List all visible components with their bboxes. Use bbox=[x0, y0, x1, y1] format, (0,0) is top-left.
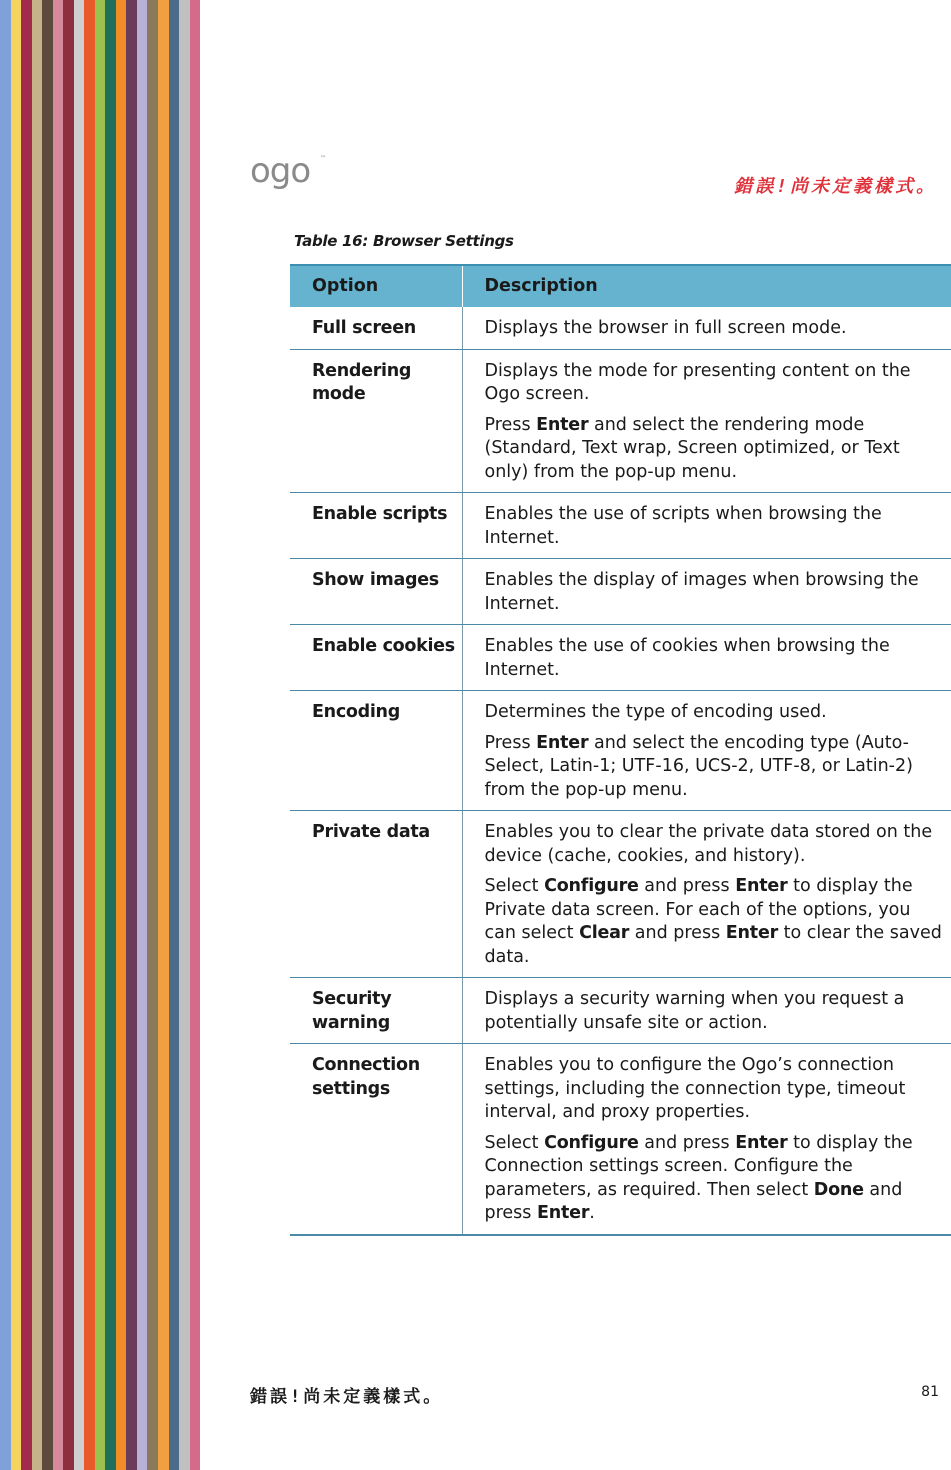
table-caption: Table 16: Browser Settings bbox=[294, 232, 514, 250]
footer-reference-error: 錯誤!尚未定義樣式。 bbox=[250, 1387, 444, 1407]
stripe bbox=[179, 0, 190, 1470]
svg-text:ogo: ogo bbox=[250, 152, 311, 191]
option-name: Encoding bbox=[290, 691, 462, 811]
description-paragraph: Enables the use of cookies when browsing the Internet. bbox=[484, 636, 890, 680]
table-header-row bbox=[290, 265, 951, 307]
emphasis-term: Enter bbox=[536, 414, 589, 435]
option-name: Connection settings bbox=[290, 1044, 462, 1235]
stripe bbox=[158, 0, 169, 1470]
stripe bbox=[11, 0, 22, 1470]
emphasis-term: Enter bbox=[536, 732, 589, 753]
table-row bbox=[290, 811, 951, 978]
stripe bbox=[32, 0, 43, 1470]
stripe bbox=[137, 0, 148, 1470]
description-paragraph: Select Configure and press Enter to display the Private data screen. For each of the options, you can select Clear and press Enter to clear the saved data. bbox=[484, 876, 942, 967]
stripe bbox=[126, 0, 137, 1470]
description-paragraph: Displays the browser in full screen mode. bbox=[484, 318, 847, 338]
emphasis-term: Configure bbox=[544, 876, 639, 896]
page-number: 81 bbox=[921, 1384, 939, 1400]
emphasis-term: Enter bbox=[735, 876, 788, 896]
table-row bbox=[290, 493, 951, 559]
emphasis-term: Configure bbox=[544, 1132, 639, 1153]
table-row bbox=[290, 307, 951, 349]
browser-settings-table bbox=[290, 264, 951, 1236]
stripe bbox=[169, 0, 180, 1470]
stripe bbox=[190, 0, 201, 1470]
table-row bbox=[290, 559, 951, 625]
stripe bbox=[21, 0, 32, 1470]
option-name: Show images bbox=[290, 559, 462, 625]
option-description bbox=[462, 1044, 951, 1235]
stripe bbox=[63, 0, 74, 1470]
stripe bbox=[84, 0, 95, 1470]
description-paragraph: Press Enter and select the encoding type (Auto-Select, Latin-1; UTF-16, UCS-2, UTF-8, or Latin-2) from the pop-up menu. bbox=[484, 732, 913, 800]
description-paragraph: Displays the mode for presenting content on the Ogo screen. bbox=[484, 360, 911, 404]
stripe bbox=[95, 0, 106, 1470]
description-paragraph: Enables you to clear the private data stored on the device (cache, cookies, and history). bbox=[484, 822, 933, 866]
stripe bbox=[116, 0, 127, 1470]
column-header-description: Description bbox=[462, 265, 951, 307]
table-row bbox=[290, 1044, 951, 1235]
option-description bbox=[462, 691, 951, 811]
emphasis-term: Clear bbox=[579, 923, 630, 943]
stripe bbox=[105, 0, 116, 1470]
option-description bbox=[462, 493, 951, 559]
emphasis-term: Enter bbox=[735, 1132, 788, 1153]
stripe bbox=[147, 0, 158, 1470]
option-name: Enable cookies bbox=[290, 625, 462, 691]
option-name: Full screen bbox=[290, 307, 462, 349]
stripe bbox=[53, 0, 64, 1470]
description-paragraph: Press Enter and select the rendering mode (Standard, Text wrap, Screen optimized, or Text only) from the pop-up menu. bbox=[484, 414, 900, 482]
description-paragraph: Enables the use of scripts when browsing the Internet. bbox=[484, 504, 882, 548]
description-paragraph: Displays a security warning when you request a potentially unsafe site or action. bbox=[484, 989, 905, 1033]
option-name: Rendering mode bbox=[290, 349, 462, 493]
option-description bbox=[462, 349, 951, 493]
emphasis-term: Done bbox=[813, 1179, 864, 1200]
ogo-logo bbox=[248, 152, 328, 192]
stripe bbox=[74, 0, 85, 1470]
decorative-stripes bbox=[0, 0, 200, 1470]
description-paragraph: Determines the type of encoding used. bbox=[484, 702, 827, 722]
svg-text:™: ™ bbox=[320, 155, 326, 162]
stripe bbox=[0, 0, 11, 1470]
table-row bbox=[290, 691, 951, 811]
table-body bbox=[290, 307, 951, 1235]
emphasis-term: Enter bbox=[536, 1203, 590, 1223]
option-description bbox=[462, 559, 951, 625]
option-description bbox=[462, 978, 951, 1044]
emphasis-term: Enter bbox=[725, 923, 779, 943]
table-row bbox=[290, 978, 951, 1044]
table-row bbox=[290, 625, 951, 691]
header-reference-error: 錯誤!尚未定義樣式。 bbox=[734, 176, 937, 197]
option-name: Security warning bbox=[290, 978, 462, 1044]
description-paragraph: Enables the display of images when browsing the Internet. bbox=[484, 570, 919, 614]
description-paragraph: Enables you to configure the Ogo’s connection settings, including the connection type, timeout interval, and proxy properties. bbox=[484, 1055, 906, 1122]
option-description bbox=[462, 307, 951, 349]
option-name: Enable scripts bbox=[290, 493, 462, 559]
table-row bbox=[290, 349, 951, 493]
column-header-option: Option bbox=[290, 265, 462, 307]
stripe bbox=[42, 0, 53, 1470]
description-paragraph: Select Configure and press Enter to display the Connection settings screen. Configure the parameters, as required. Then select Done and press Enter. bbox=[484, 1132, 913, 1223]
option-name: Private data bbox=[290, 811, 462, 978]
option-description bbox=[462, 811, 951, 978]
option-description bbox=[462, 625, 951, 691]
